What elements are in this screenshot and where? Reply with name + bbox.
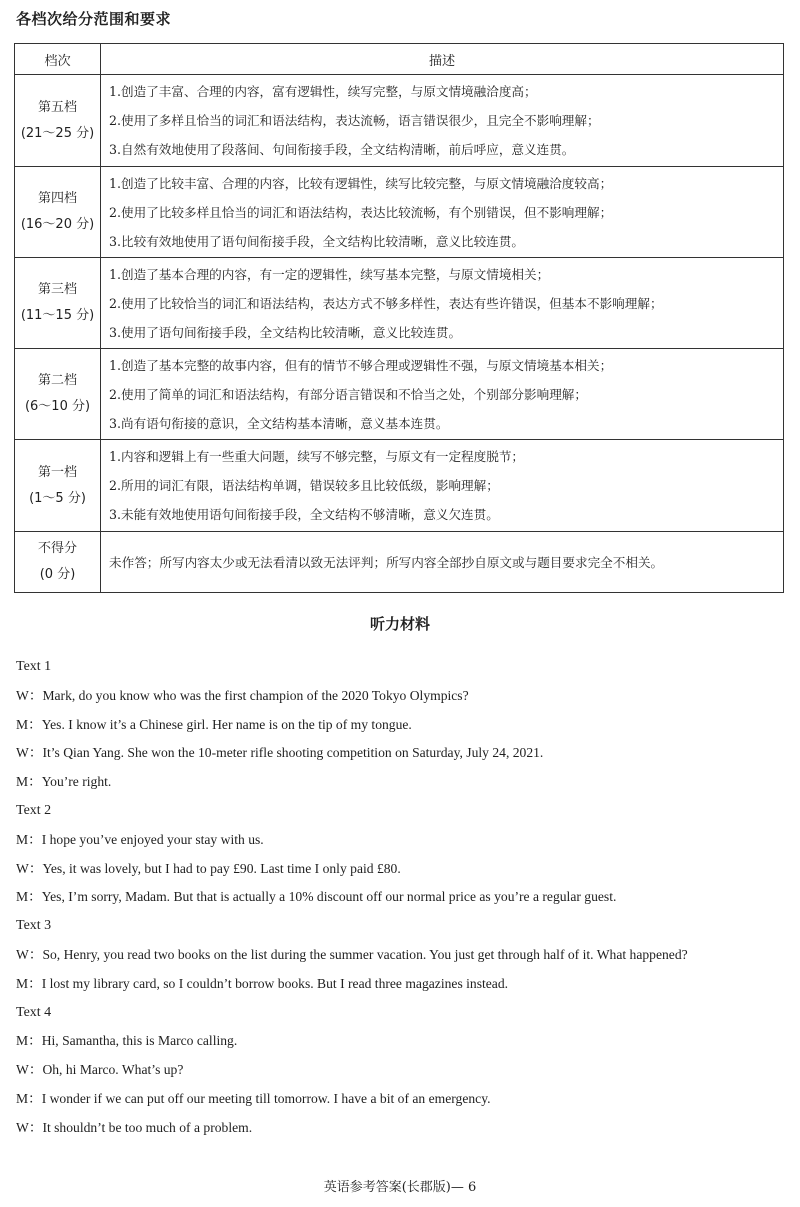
level-cell (15, 258, 101, 349)
rubric-section-title: 各档次给分范围和要求 (16, 10, 172, 28)
criterion-line: 3.尚有语句衔接的意识，全文结构基本清晰，意义基本连贯。 (109, 415, 449, 431)
criterion-line: 1.创造了基本完整的故事内容，但有的情节不够合理或逻辑性不强，与原文情境基本相关； (109, 357, 613, 373)
criterion-line: 2.使用了多样且恰当的词汇和语法结构，表达流畅，语言错误很少，且完全不影响理解； (109, 113, 600, 128)
level-cell (15, 349, 101, 440)
utterance-text: Yes, I’m sorry, Madam. But that is actually a 10% discount off our normal price as you’re a regular guest. (41, 889, 617, 905)
dialogue-line (16, 941, 788, 970)
description-cell (101, 75, 784, 167)
dialogue-line (16, 1056, 788, 1085)
description-cell (101, 258, 784, 349)
dialogue-line (16, 1085, 788, 1114)
utterance-text: I lost my library card, so I couldn’t borrow books. But I read three magazines instead. (41, 975, 509, 991)
speaker-label: M： (16, 1090, 42, 1106)
level-score-range: (1～5 分) (29, 490, 86, 506)
page-footer: 英语参考答案(长郡版)— 6 (323, 1180, 477, 1195)
rubric-row-level-5 (15, 75, 784, 167)
speaker-label: M： (16, 774, 42, 790)
criterion-line: 3.未能有效地使用语句间衔接手段，全文结构不够清晰，意义欠连贯。 (109, 507, 499, 522)
speaker-label: W： (16, 1119, 43, 1135)
level-score-range: (0 分) (39, 567, 76, 582)
criterion-line: 3.自然有效地使用了段落间、句间衔接手段，全文结构清晰，前后呼应，意义连贯。 (109, 142, 575, 157)
speaker-label: W： (16, 745, 43, 761)
utterance-text: Yes. I know it’s a Chinese girl. Her name is on the tip of my tongue. (41, 716, 412, 732)
level-name: 第四档 (37, 191, 77, 206)
description-cell (101, 440, 784, 532)
rubric-header-row (15, 44, 784, 75)
speaker-label: M： (16, 1033, 42, 1049)
utterance-text: It shouldn’t be too much of a problem. (42, 1119, 253, 1135)
speaker-label: M： (16, 716, 42, 732)
criterion-line: 2.所用的词汇有限，语法结构单调，错误较多且比较低级，影响理解； (109, 478, 499, 493)
utterance-text: So, Henry, you read two books on the list during the summer vacation. You just get through half of it. What happened? (42, 946, 688, 962)
utterance-text: I wonder if we can put off our meeting till tomorrow. I have a bit of an emergency. (41, 1090, 491, 1106)
dialogue-line (16, 711, 788, 740)
text-heading: Text 3 (16, 918, 52, 934)
criterion-line: 3.比较有效地使用了语句间衔接手段，全文结构比较清晰，意义比较连贯。 (109, 233, 525, 249)
level-score-range: (6～10 分) (24, 399, 91, 414)
description-cell (101, 532, 784, 593)
level-score-range: (16～20 分) (20, 217, 95, 232)
speaker-label: W： (16, 946, 43, 962)
level-name: 第一档 (37, 464, 77, 480)
criterion-line: 3.使用了语句间衔接手段，全文结构比较清晰，意义比较连贯。 (109, 324, 462, 340)
utterance-text: You’re right. (41, 774, 112, 790)
level-cell (15, 75, 101, 167)
dialogue-line (16, 768, 788, 797)
utterance-text: It’s Qian Yang. She won the 10-meter rifle shooting competition on Saturday, July 24, 2021. (42, 745, 544, 761)
level-cell (15, 532, 101, 593)
dialogue-line (16, 1114, 788, 1143)
rubric-row-no-score (15, 532, 784, 593)
level-name: 第二档 (37, 373, 77, 388)
criterion-line: 2.使用了简单的词汇和语法结构，有部分语言错误和不恰当之处，个别部分影响理解； (109, 386, 587, 402)
dialogue-line (16, 739, 788, 768)
criterion-line: 1.创造了基本合理的内容，有一定的逻辑性，续写基本完整，与原文情境相关； (109, 266, 550, 282)
speaker-label: W： (16, 860, 43, 876)
level-column-header: 档次 (15, 44, 101, 75)
listening-transcript (16, 653, 788, 1143)
description-cell (101, 349, 784, 440)
level-name: 第三档 (37, 282, 77, 297)
level-cell (15, 167, 101, 258)
criterion-line: 1.创造了比较丰富、合理的内容，比较有逻辑性，续写比较完整，与原文情境融洽度较高； (109, 175, 613, 191)
level-cell (15, 440, 101, 532)
level-score-range: (21～25 分) (20, 125, 95, 141)
dialogue-line (16, 682, 788, 711)
text-heading: Text 1 (16, 659, 52, 674)
speaker-label: M： (16, 889, 42, 905)
rubric-row-level-1 (15, 440, 784, 532)
criterion-line: 2.使用了比较恰当的词汇和语法结构，表达方式不够多样性，表达有些许错误，但基本不影响理解； (109, 295, 663, 311)
text-heading: Text 2 (16, 802, 52, 818)
dialogue-line (16, 883, 788, 912)
rubric-table (14, 43, 784, 593)
rubric-row-level-2 (15, 349, 784, 440)
level-name: 第五档 (37, 99, 77, 115)
utterance-text: I hope you’ve enjoyed your stay with us. (41, 831, 264, 847)
criterion-line: 未作答；所写内容太少或无法看清以致无法评判；所写内容全部抄自原文或与题目要求完全不相关。 (109, 554, 664, 570)
listening-section-title: 听力材料 (369, 615, 430, 633)
criterion-line: 2.使用了比较多样且恰当的词汇和语法结构，表达比较流畅，有个别错误，但不影响理解； (109, 204, 613, 220)
level-score-range: (11～15 分) (20, 308, 95, 323)
criterion-line: 1.创造了丰富、合理的内容，富有逻辑性，续写完整，与原文情境融洽度高； (109, 84, 537, 99)
speaker-label: W： (16, 1062, 43, 1078)
criterion-line: 1.内容和逻辑上有一些重大问题，续写不够完整，与原文有一定程度脱节； (109, 449, 525, 464)
text-heading: Text 4 (16, 1004, 52, 1020)
speaker-label: M： (16, 831, 42, 847)
rubric-row-level-3 (15, 258, 784, 349)
description-cell (101, 167, 784, 258)
utterance-text: Mark, do you know who was the first champion of the 2020 Tokyo Olympics? (42, 687, 469, 703)
dialogue-line (16, 1027, 788, 1056)
utterance-text: Yes, it was lovely, but I had to pay £90. Last time I only paid £80. (42, 860, 401, 876)
speaker-label: W： (16, 687, 43, 703)
utterance-text: Oh, hi Marco. What’s up? (42, 1062, 184, 1078)
dialogue-line (16, 826, 788, 855)
description-column-header: 描述 (101, 44, 784, 75)
dialogue-line (16, 855, 788, 884)
speaker-label: M： (16, 975, 42, 991)
level-name: 不得分 (37, 541, 77, 556)
utterance-text: Hi, Samantha, this is Marco calling. (41, 1033, 238, 1049)
rubric-row-level-4 (15, 167, 784, 258)
dialogue-line (16, 970, 788, 999)
